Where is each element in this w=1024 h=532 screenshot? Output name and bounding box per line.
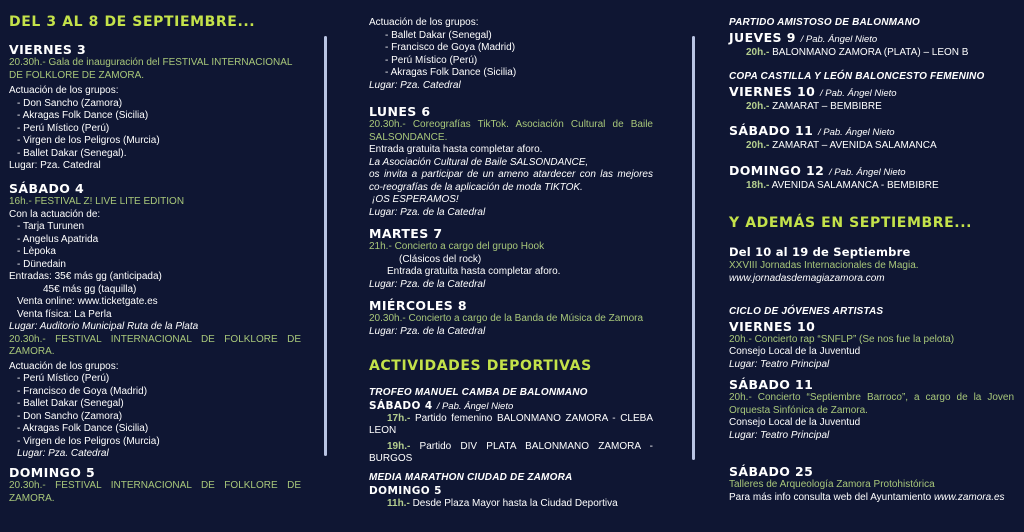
description: os invita a participar de un ameno atardecer con las mejores co-reografías de la aplicación de moda TIKTOK. xyxy=(369,169,653,193)
list-item: - Perú Místico (Perú) xyxy=(9,373,301,386)
event-line: 20.30h.- Coreografías TikTok. Asociación Cultural de Baile SALSONDANCE. xyxy=(369,119,653,143)
day-heading: VIERNES 10 / Pab. Ángel Nieto xyxy=(729,83,897,99)
date-range: Del 10 al 19 de Septiembre xyxy=(729,245,911,259)
match-line: 20h.- ZAMARAT – AVENIDA SALAMANCA xyxy=(746,140,937,151)
list-item: - Tarja Turunen xyxy=(9,221,301,234)
list-item: - Don Sancho (Zamora) xyxy=(9,411,301,424)
block-sabado-25 xyxy=(729,464,1014,504)
list-item: - Virgen de los Peligros (Murcia) xyxy=(9,135,301,148)
day-heading: SÁBADO 4 xyxy=(9,181,85,196)
place: Lugar: Pza. de la Catedral xyxy=(369,325,486,337)
block-martes-7 xyxy=(369,226,653,291)
block-miercoles-8 xyxy=(369,298,653,338)
groups-label: Actuación de los grupos: xyxy=(9,360,119,372)
day-heading: JUEVES 9 / Pab. Ángel Nieto xyxy=(729,29,878,45)
match-line: 17h.- Partido femenino BALONMANO ZAMORA - CLEBA LEON xyxy=(369,412,654,436)
match-line: 18h.- AVENIDA SALAMANCA - BEMBIBRE xyxy=(746,179,939,191)
event-line: 20.30h.- Gala de inauguración del FESTIVAL INTERNACIONAL DE FOLKLORE DE ZAMORA. xyxy=(9,57,293,81)
list-item: - Angelus Apatrida xyxy=(9,234,301,247)
event-line: 20h.- Concierto rap “SNFLP” (Se nos fue la pelota) xyxy=(729,333,955,345)
groups-label: Actuación de los grupos: xyxy=(9,85,119,96)
block-trofeo xyxy=(369,387,653,466)
block-amistoso xyxy=(729,17,1014,59)
place: Lugar: Pza. de la Catedral xyxy=(369,206,486,218)
competition-name: TROFEO MANUEL CAMBA DE BALONMANO xyxy=(369,387,588,398)
description: ¡OS ESPERAMOS! xyxy=(372,194,459,205)
day-heading: VIERNES 10 xyxy=(729,318,816,334)
list-item: - Francisco de Goya (Madrid) xyxy=(9,386,301,399)
day-heading: VIERNES 3 xyxy=(9,42,87,57)
block-domingo-5 xyxy=(9,465,301,505)
organizer: Consejo Local de la Juventud xyxy=(729,417,861,428)
list-item: - Francisco de Goya (Madrid) xyxy=(369,42,653,55)
physical-sale: Venta física: La Perla xyxy=(17,308,112,320)
day-heading: MARTES 7 xyxy=(369,226,443,241)
event-line: 21h.- Concierto a cargo del grupo Hook xyxy=(369,241,545,252)
block-sabado-4 xyxy=(9,181,301,461)
competition-name: MEDIA MARATHON CIUDAD DE ZAMORA xyxy=(369,472,573,483)
entry-info: Entrada gratuita hasta completar aforo. xyxy=(369,144,543,155)
list-item: - Akragas Folk Dance (Sicilia) xyxy=(369,67,653,80)
event-line: 20.30h.- Concierto a cargo de la Banda de Música de Zamora xyxy=(369,313,644,324)
with-label: Con la actuación de: xyxy=(9,208,101,220)
section-title-sports: ACTIVIDADES DEPORTIVAS xyxy=(369,358,592,374)
event-line: Talleres de Arqueología Zamora Protohistórica xyxy=(729,479,935,490)
place: Lugar: Teatro Principal xyxy=(729,429,830,441)
event-line: 20.30h.- FESTIVAL INTERNACIONAL DE FOLKLORE DE ZAMORA. xyxy=(9,333,302,357)
list-item: - Perú Místico (Perú) xyxy=(9,123,301,136)
match-line: 19h.- Partido DIV PLATA BALONMANO ZAMORA - BURGOS xyxy=(369,440,653,464)
block-magia xyxy=(729,245,1014,285)
groups-label: Actuación de los grupos: xyxy=(369,17,479,28)
event-website: www.jornadasdemagiazamora.com xyxy=(729,272,885,284)
block-ciclo xyxy=(729,306,1014,442)
event-line: 20h.- Concierto “Septiembre Barroco”, a cargo de la Joven Orquesta Sinfónica de Zamora. xyxy=(729,392,1014,416)
list-item: - Akragas Folk Dance (Sicilia) xyxy=(9,110,301,123)
block-marathon xyxy=(369,472,653,510)
block-copa xyxy=(729,71,1014,192)
list-item: - Lèpoka xyxy=(9,246,301,259)
section-title-ademas: Y ADEMÁS EN SEPTIEMBRE... xyxy=(729,215,973,231)
column-divider xyxy=(692,36,695,460)
competition-name: COPA CASTILLA Y LEÓN BALONCESTO FEMENINO xyxy=(729,71,985,82)
block-viernes-3 xyxy=(9,42,301,173)
column-divider xyxy=(324,36,327,456)
block-domingo-5-cont xyxy=(369,17,653,92)
match-line: 20h.- ZAMARAT – BEMBIBRE xyxy=(746,100,882,112)
day-heading: SÁBADO 11 / Pab. Ángel Nieto xyxy=(729,123,895,138)
block-lunes-6 xyxy=(369,104,653,219)
day-heading: DOMINGO 5 xyxy=(9,465,96,480)
day-heading: DOMINGO 5 xyxy=(369,484,442,497)
place: Lugar: Pza. Catedral xyxy=(17,448,109,459)
entry-info: Entrada gratuita hasta completar aforo. xyxy=(387,266,561,277)
place: Lugar: Pza. de la Catedral xyxy=(369,278,486,290)
match-line: 20h.- BALONMANO ZAMORA (PLATA) – LEON B xyxy=(746,46,969,58)
event-line: 16h.- FESTIVAL Z! LIVE LITE EDITION xyxy=(9,196,185,207)
section-title-dates: DEL 3 AL 8 DE SEPTIEMBRE... xyxy=(9,14,256,30)
cycle-name: CICLO DE JÓVENES ARTISTAS xyxy=(729,306,884,317)
event-name: XXVIII Jornadas Internacionales de Magia. xyxy=(729,260,919,271)
place: Lugar: Auditorio Municipal Ruta de la Plata xyxy=(9,321,199,332)
list-item: - Ballet Dakar (Senegal) xyxy=(9,398,301,411)
event-subtitle: (Clásicos del rock) xyxy=(399,253,482,265)
list-item: - Ballet Dakar (Senegal) xyxy=(369,30,653,43)
day-heading: MIÉRCOLES 8 xyxy=(369,298,468,313)
organizer: Consejo Local de la Juventud xyxy=(729,346,861,357)
day-heading: SÁBADO 11 xyxy=(729,377,814,392)
list-item: - Don Sancho (Zamora) xyxy=(9,98,301,111)
prices-line: Entradas: 35€ más gg (anticipada) xyxy=(9,271,162,282)
list-item: - Ballet Dakar (Senegal). xyxy=(9,148,301,161)
list-item: - Virgen de los Peligros (Murcia) xyxy=(9,436,301,449)
info-line: Para más info consulta web del Ayuntamiento www.zamora.es xyxy=(729,491,1005,503)
route-line: 11h.- Desde Plaza Mayor hasta la Ciudad Deportiva xyxy=(387,497,618,509)
list-item: - Perú Místico (Perú) xyxy=(369,55,653,68)
place: Lugar: Pza. Catedral xyxy=(369,79,461,91)
list-item: - Akragas Folk Dance (Sicilia) xyxy=(9,423,301,436)
online-sale: Venta online: www.ticketgate.es xyxy=(17,296,158,307)
place: Lugar: Teatro Principal xyxy=(729,358,830,370)
event-line: 20.30h.- FESTIVAL INTERNACIONAL DE FOLKLORE DE ZAMORA. xyxy=(9,480,302,504)
place: Lugar: Pza. Catedral xyxy=(9,160,101,171)
day-heading: SÁBADO 25 xyxy=(729,464,814,479)
list-item: - Dünedain xyxy=(9,259,301,272)
competition-name: PARTIDO AMISTOSO DE BALONMANO xyxy=(729,17,920,28)
day-heading: LUNES 6 xyxy=(369,104,431,119)
day-heading: DOMINGO 12 / Pab. Ángel Nieto xyxy=(729,162,906,178)
day-heading: SÁBADO 4 / Pab. Ángel Nieto xyxy=(369,399,514,412)
prices-line-2: 45€ más gg (taquilla) xyxy=(43,283,137,295)
description: La Asociación Cultural de Baile SALSONDANCE, xyxy=(369,156,589,168)
